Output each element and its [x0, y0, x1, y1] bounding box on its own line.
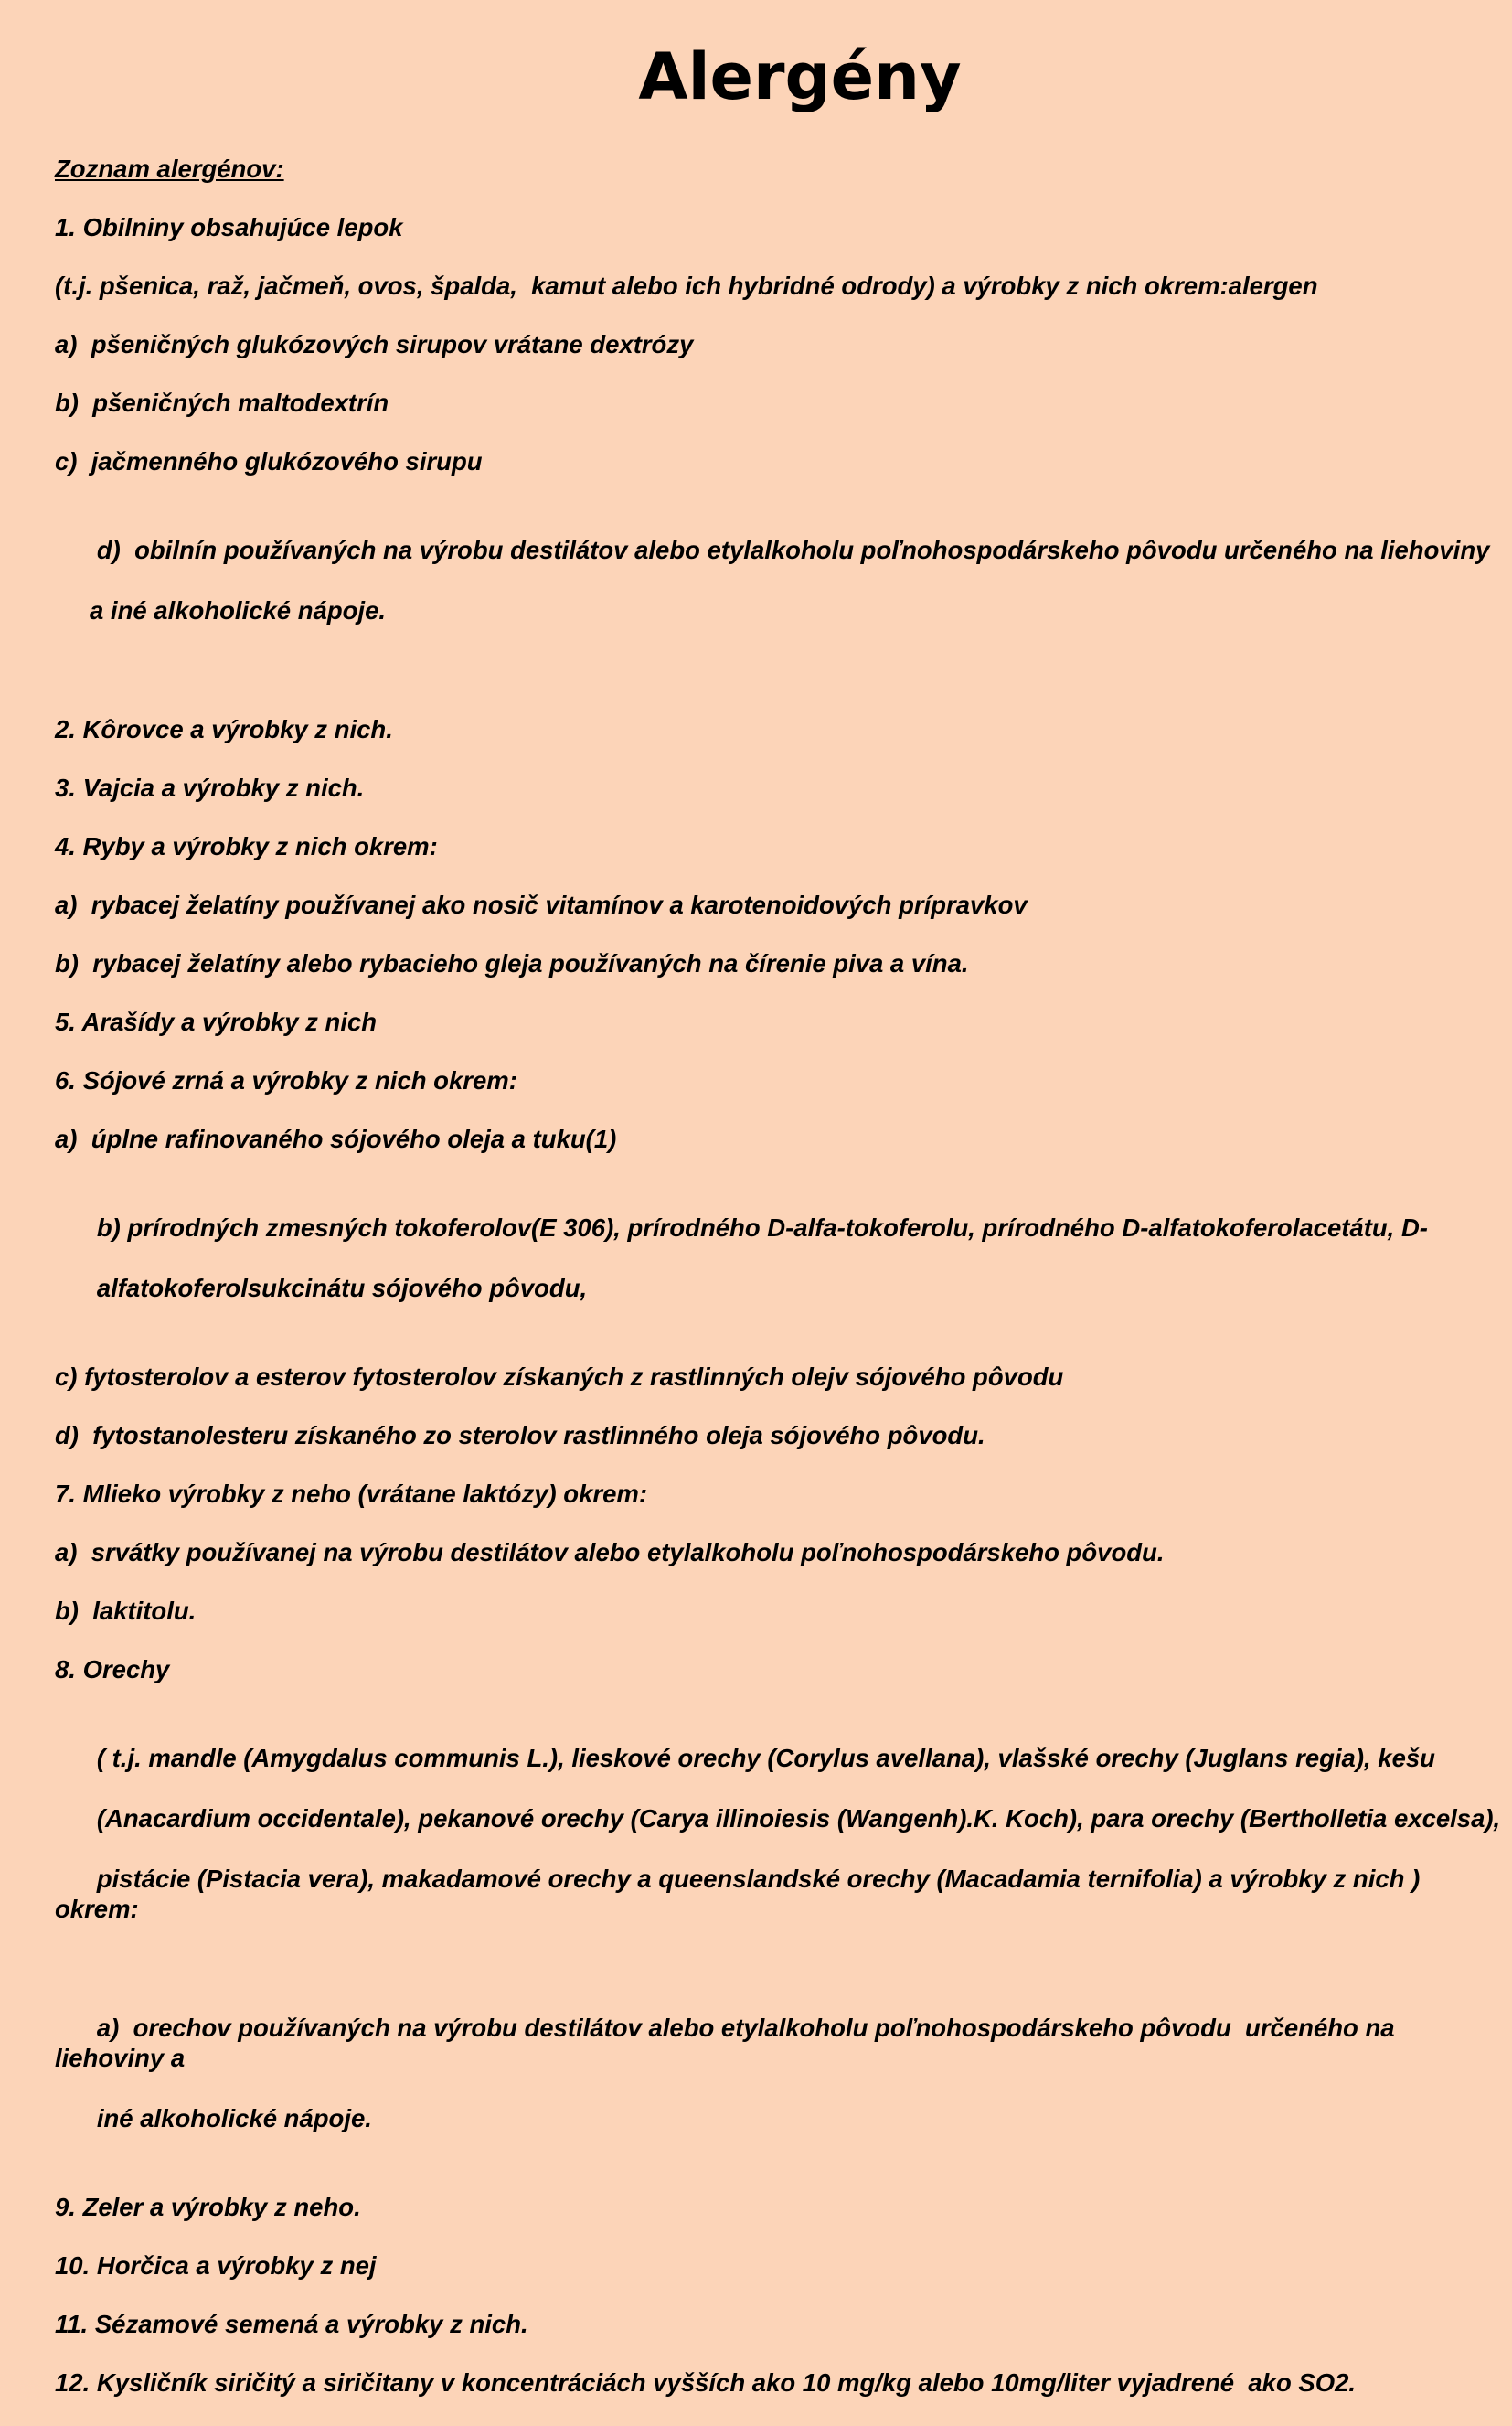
- item-6-exception-a: a) úplne rafinovaného sójového oleja a tuku(1): [55, 1125, 617, 1153]
- list-heading: Zoznam alergénov:: [55, 155, 284, 183]
- item-8-exception-a: [55, 1982, 1508, 2164]
- item-3-eggs: 3. Vajcia a výrobky z nich.: [55, 774, 365, 802]
- item-4-exception-a: a) rybacej želatíny používanej ako nosič vitamínov a karotenoidových prípravkov: [55, 891, 1028, 919]
- item-6-soy: 6. Sójové zrná a výrobky z nich okrem:: [55, 1066, 517, 1095]
- item-4-exception-b: b) rybacej želatíny alebo rybacieho gleja používaných na čírenie piva a vína.: [55, 949, 969, 978]
- item-11-sesame: 11. Sézamové semená a výrobky z nich.: [55, 2310, 528, 2338]
- item-7-milk: 7. Mlieko výrobky z neho (vrátane laktózy) okrem:: [55, 1480, 647, 1508]
- item-12-sulphites: 12. Kysličník siričitý a siričitany v koncentráciách vyšších ako 10 mg/kg alebo 10mg/liter vyjadrené ako SO2.: [55, 2368, 1357, 2397]
- item-1-exception-d-line1: d) obilnín používaných na výrobu destilátov alebo etylalkoholu poľnohospodárskeho pôvodu určeného na liehoviny: [96, 536, 1490, 564]
- item-5-peanuts: 5. Arašídy a výrobky z nich: [55, 1008, 378, 1036]
- allergen-list: [55, 154, 1508, 2426]
- item-1-exception-d: [55, 505, 1508, 686]
- item-1-exception-a: a) pšeničných glukózových sirupov vrátane dextrózy: [55, 330, 694, 358]
- item-1-exception-c: c) jačmenného glukózového sirupu: [55, 447, 483, 476]
- item-4-fish: 4. Ryby a výrobky z nich okrem:: [55, 832, 438, 860]
- page-title: Alergény: [638, 39, 962, 114]
- item-8-nuts-detail: [55, 1713, 1508, 1954]
- item-7-exception-a: a) srvátky používanej na výrobu destilátov alebo etylalkoholu poľnohospodárskeho pôvodu.: [55, 1538, 1165, 1566]
- item-1-cereals-detail: (t.j. pšenica, raž, jačmeň, ovos, špalda, kamut alebo ich hybridné odrody) a výrobky z nich okrem:alergen: [55, 272, 1318, 300]
- item-6-exception-d: d) fytostanolesteru získaného zo sterolov rastlinného oleja sójového pôvodu.: [55, 1421, 985, 1449]
- item-1-exception-b: b) pšeničných maltodextrín: [55, 389, 389, 417]
- item-8-exception-a-line2: iné alkoholické nápoje.: [96, 2104, 372, 2132]
- item-6-exception-b-line1: b) prírodných zmesných tokoferolov(E 306), prírodného D-alfa-tokoferolu, prírodného D-alfatokoferolacetátu, D-: [96, 1213, 1428, 1242]
- item-8-detail-line2: (Anacardium occidentale), pekanové orechy (Carya illinoiesis (Wangenh).K. Koch), para orechy (Bertholletia excelsa),: [96, 1804, 1501, 1833]
- item-6-exception-c: c) fytosterolov a esterov fytosterolov získaných z rastlinných olejv sójového pôvodu: [55, 1363, 1064, 1391]
- item-7-exception-b: b) laktitolu.: [55, 1597, 197, 1625]
- item-6-exception-b-line2: alfatokoferolsukcinátu sójového pôvodu,: [96, 1274, 588, 1302]
- item-8-detail-line3: pistácie (Pistacia vera), makadamové orechy a queenslandské orechy (Macadamia ternifolia) a výrobky z nich ) okrem:: [55, 1865, 1427, 1923]
- item-8-exception-a-line1: a) orechov používaných na výrobu destilátov alebo etylalkoholu poľnohospodárskeho pôvodu určeného na liehoviny a: [55, 2014, 1402, 2072]
- item-1-cereals: 1. Obilniny obsahujúce lepok: [55, 213, 403, 241]
- item-8-nuts: 8. Orechy: [55, 1655, 170, 1683]
- item-9-celery: 9. Zeler a výrobky z neho.: [55, 2193, 361, 2221]
- item-1-exception-d-line2: a iné alkoholické nápoje.: [90, 596, 386, 625]
- item-8-detail-line1: ( t.j. mandle (Amygdalus communis L.), lieskové orechy (Corylus avellana), vlašské orechy (Juglans regia), kešu: [96, 1744, 1435, 1772]
- item-6-exception-b: [55, 1182, 1508, 1333]
- item-10-mustard: 10. Horčica a výrobky z nej: [55, 2251, 377, 2280]
- item-2-crustaceans: 2. Kôrovce a výrobky z nich.: [55, 715, 393, 743]
